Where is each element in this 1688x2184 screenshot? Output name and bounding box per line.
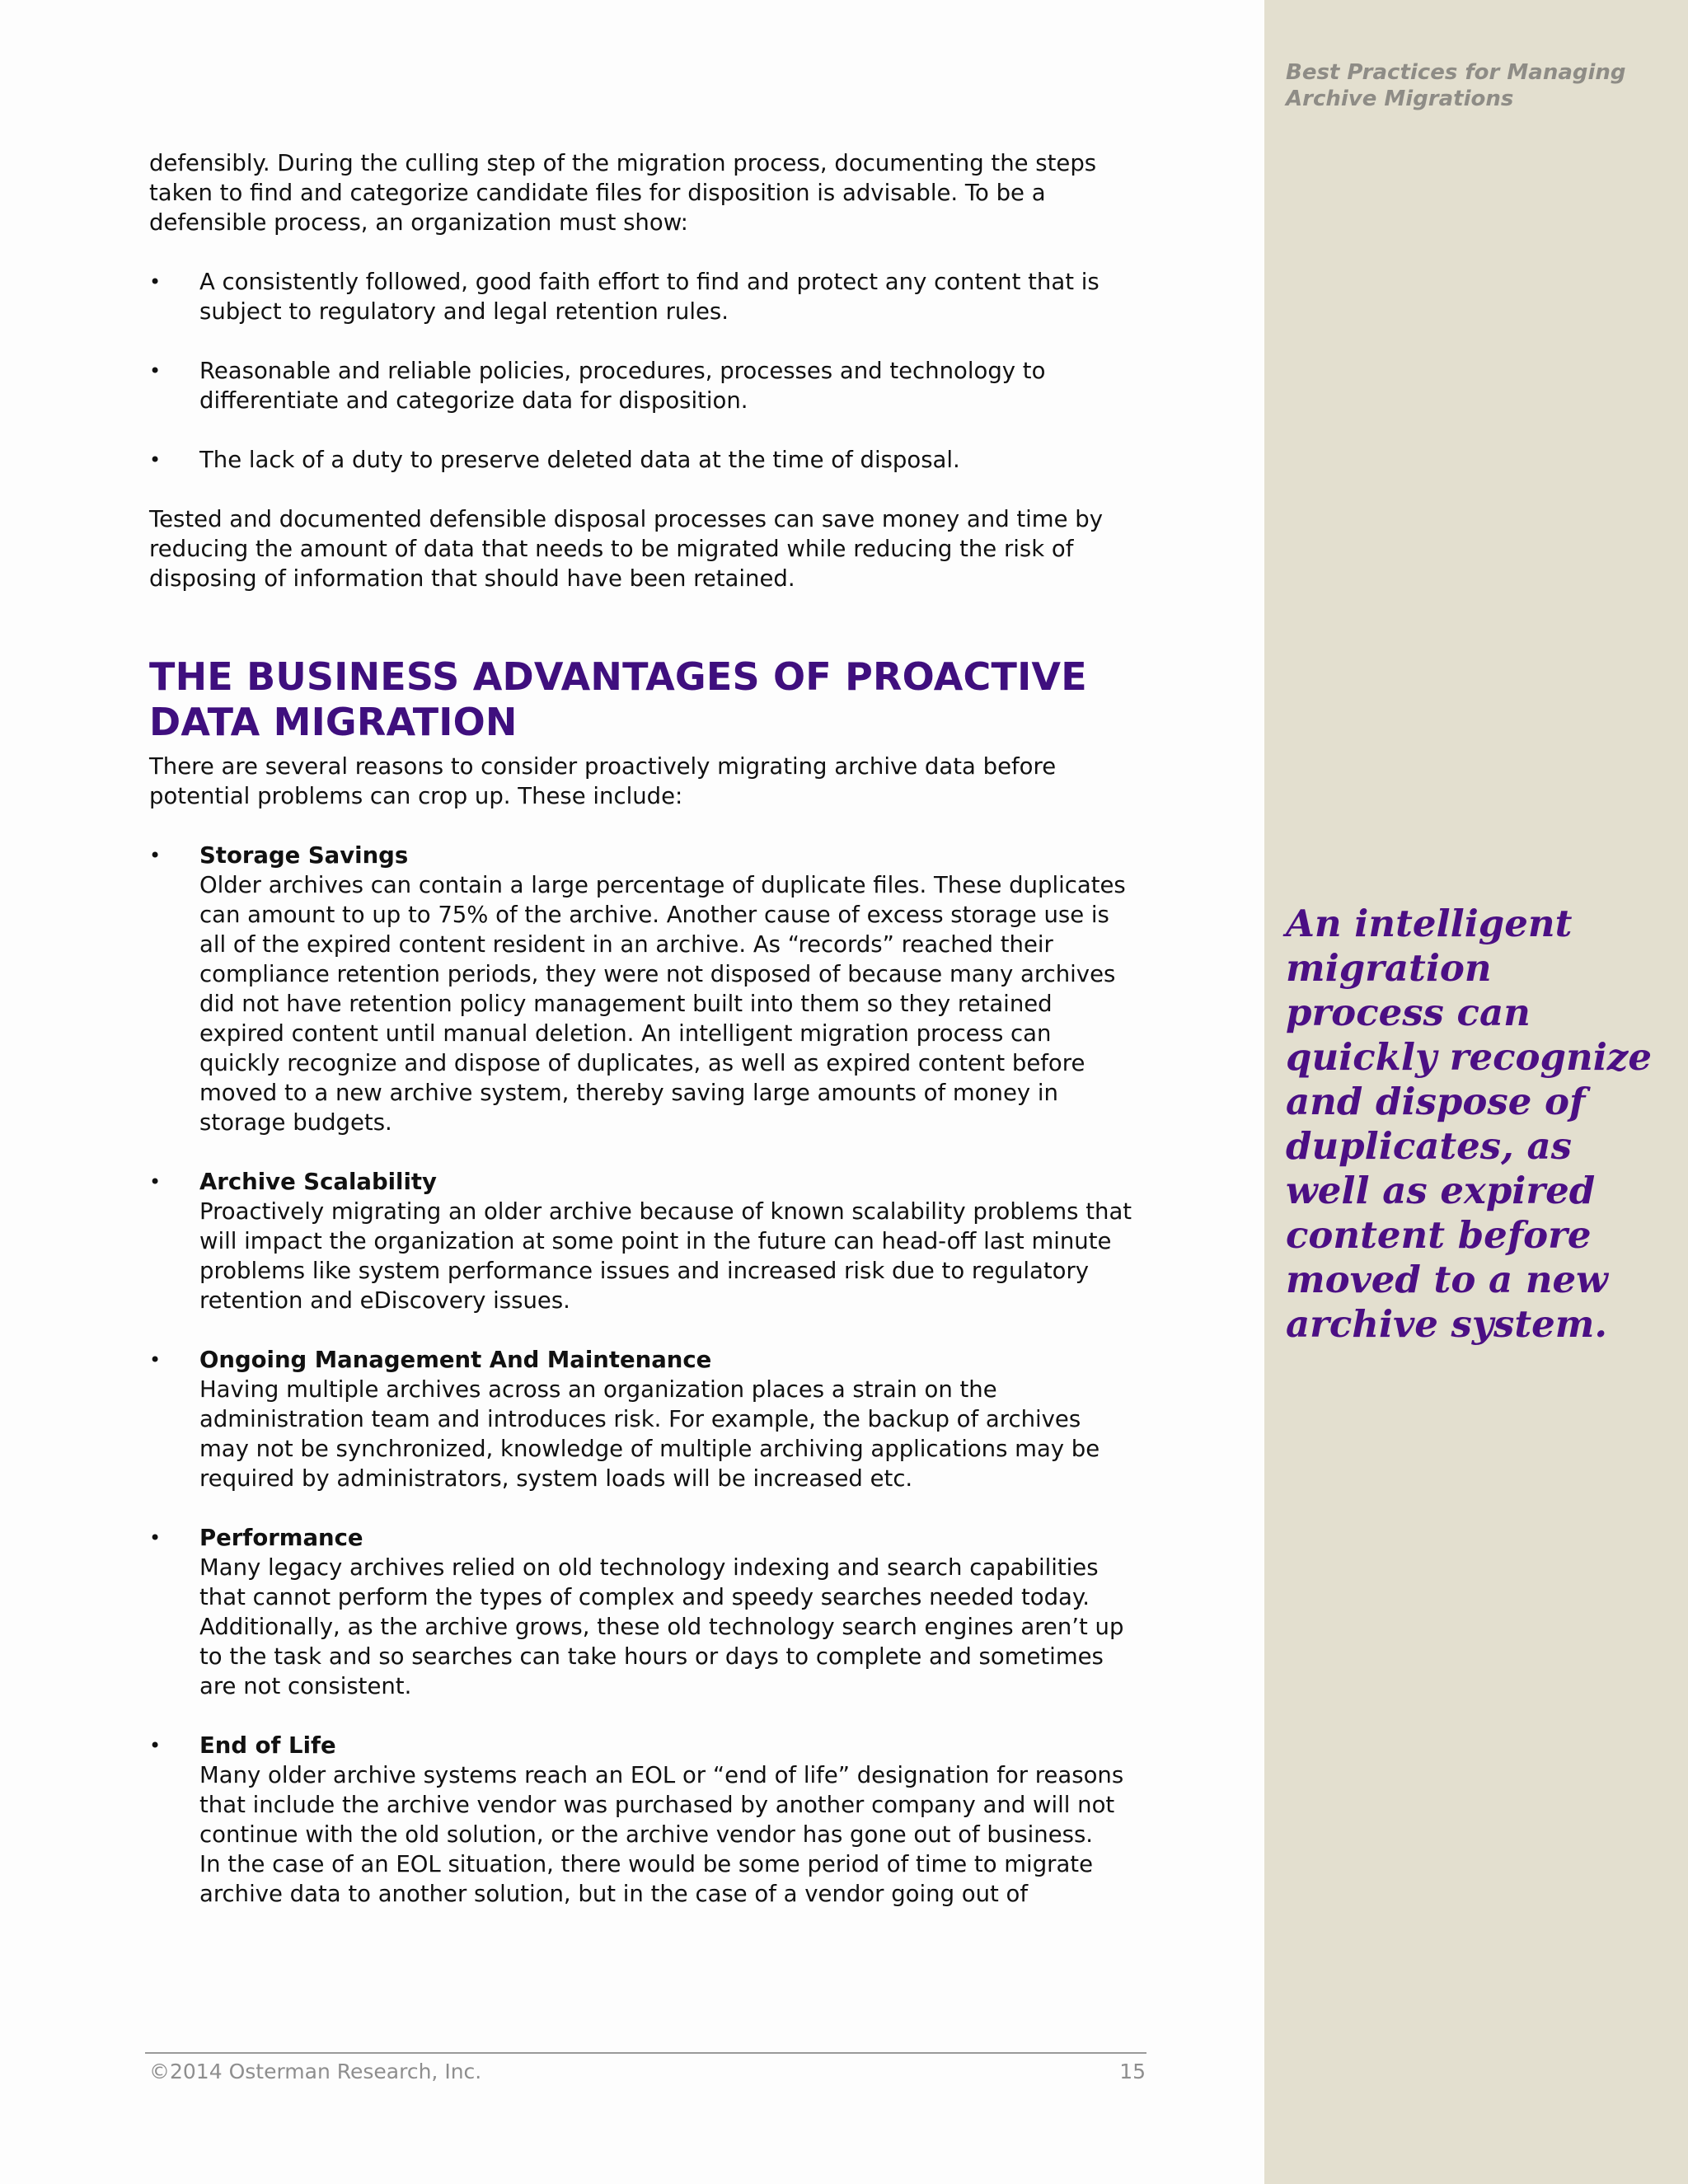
advantage-item (149, 1523, 1124, 1701)
text-line: The lack of a duty to preserve deleted data at the time of disposal. (199, 447, 960, 473)
text-line: Tested and documented defensible disposal processes can save money and time by (149, 506, 1103, 532)
advantage-title: Performance (199, 1525, 363, 1551)
text-line: differentiate and categorize data for disposition. (199, 387, 748, 414)
text-line: A consistently followed, good faith effort to find and protect any content that is (199, 269, 1100, 295)
text-line: moved to a new archive system, thereby saving large amounts of money in (199, 1080, 1058, 1106)
bullet-icon: • (149, 844, 162, 867)
bullet-icon: • (149, 1170, 162, 1193)
bullet-icon: • (149, 1348, 162, 1371)
requirement-item (149, 267, 1100, 326)
pull-quote-line: and dispose of (1286, 1080, 1586, 1123)
pull-quote-line: well as expired (1286, 1169, 1596, 1212)
text-line: Many older archive systems reach an EOL or “end of life” designation for reasons (199, 1762, 1124, 1788)
text-line: defensibly. During the culling step of the migration process, documenting the steps (149, 150, 1097, 176)
advantage-title: Storage Savings (199, 842, 409, 869)
text-line: did not have retention policy management built into them so they retained (199, 991, 1053, 1017)
running-header-line: Best Practices for Managing (1286, 60, 1626, 85)
text-line: defensible process, an organization must show: (149, 209, 688, 236)
text-line: potential problems can crop up. These include: (149, 783, 683, 809)
text-line: In the case of an EOL situation, there would be some period of time to migrate (199, 1851, 1094, 1877)
text-line: compliance retention periods, they were not disposed of because many archives (199, 961, 1116, 987)
text-line: disposing of information that should have been retained. (149, 565, 795, 592)
heading-line: THE BUSINESS ADVANTAGES OF PROACTIVE (149, 654, 1087, 699)
advantage-title: Archive Scalability (199, 1169, 437, 1195)
text-line: to the task and so searches can take hours or days to complete and sometimes (199, 1643, 1104, 1670)
text-line: expired content until manual deletion. An intelligent migration process can (199, 1020, 1052, 1047)
text-line: that include the archive vendor was purchased by another company and will not (199, 1792, 1115, 1818)
running-header-line: Archive Migrations (1286, 87, 1514, 111)
text-line: storage budgets. (199, 1109, 392, 1136)
pull-quote-line: moved to a new (1286, 1258, 1608, 1301)
closing-paragraph (149, 504, 1103, 593)
advantage-item (149, 1167, 1132, 1315)
body-content (149, 148, 1132, 1909)
text-line: all of the expired content resident in an archive. As “records” reached their (199, 931, 1053, 958)
text-line: retention and eDiscovery issues. (199, 1287, 570, 1314)
pull-quote-line: content before (1286, 1213, 1592, 1257)
bullet-icon: • (149, 270, 162, 293)
advantage-item (149, 841, 1126, 1137)
bullet-icon: • (149, 1526, 162, 1549)
text-line: reducing the amount of data that needs to be migrated while reducing the risk of (149, 536, 1074, 562)
text-line: administration team and introduces risk. For example, the backup of archives (199, 1406, 1081, 1432)
pull-quote-line: migration (1286, 946, 1492, 990)
bullet-icon: • (149, 1734, 162, 1757)
text-line: required by administrators, system loads will be increased etc. (199, 1465, 913, 1492)
text-line: Older archives can contain a large percentage of duplicate files. These duplicates (199, 872, 1126, 898)
text-line: There are several reasons to consider proactively migrating archive data before (149, 753, 1057, 780)
footer-copyright: ©2014 Osterman Research, Inc. (149, 2060, 482, 2083)
text-line: Many legacy archives relied on old technology indexing and search capabilities (199, 1554, 1099, 1581)
bullet-icon: • (149, 359, 162, 382)
running-header (1286, 59, 1657, 112)
advantage-item (149, 1345, 1100, 1493)
text-line: taken to find and categorize candidate files for disposition is advisable. To be a (149, 180, 1046, 206)
text-line: archive data to another solution, but in the case of a vendor going out of (199, 1881, 1029, 1907)
text-line: continue with the old solution, or the archive vendor has gone out of business. (199, 1821, 1094, 1848)
text-line: Having multiple archives across an organization places a strain on the (199, 1376, 997, 1403)
pull-quote-line: process can (1286, 991, 1531, 1034)
requirement-item (149, 356, 1097, 415)
text-line: that cannot perform the types of complex and speedy searches needed today. (199, 1584, 1090, 1610)
text-line: Additionally, as the archive grows, these old technology search engines aren’t up (199, 1614, 1124, 1640)
text-line: may not be synchronized, knowledge of multiple archiving applications may be (199, 1436, 1100, 1462)
section-heading (149, 654, 1097, 745)
requirement-item (149, 445, 1097, 475)
text-line: are not consistent. (199, 1673, 412, 1699)
bullet-icon: • (149, 448, 162, 471)
text-line: subject to regulatory and legal retention rules. (199, 298, 729, 325)
section-intro (149, 752, 1097, 811)
advantage-title: Ongoing Management And Maintenance (199, 1347, 712, 1373)
text-line: Reasonable and reliable policies, procedures, processes and technology to (199, 358, 1046, 384)
text-line: can amount to up to 75% of the archive. Another cause of excess storage use is (199, 902, 1109, 928)
page-number: 15 (1119, 2060, 1146, 2083)
heading-line: DATA MIGRATION (149, 700, 518, 744)
advantage-item (149, 1731, 1124, 1909)
intro-paragraph (149, 148, 1097, 237)
footer-divider (145, 2052, 1146, 2054)
advantage-title: End of Life (199, 1732, 336, 1759)
pull-quote-line: quickly recognize (1286, 1035, 1652, 1079)
text-line: Proactively migrating an older archive because of known scalability problems that (199, 1198, 1132, 1225)
pull-quote (1286, 902, 1652, 1347)
text-line: will impact the organization at some point in the future can head-off last minute (199, 1228, 1112, 1254)
pull-quote-line: An intelligent (1286, 902, 1573, 945)
pull-quote-line: duplicates, as (1286, 1124, 1572, 1168)
text-line: problems like system performance issues and increased risk due to regulatory (199, 1258, 1090, 1284)
text-line: quickly recognize and dispose of duplicates, as well as expired content before (199, 1050, 1085, 1076)
pull-quote-line: archive system. (1286, 1302, 1608, 1346)
